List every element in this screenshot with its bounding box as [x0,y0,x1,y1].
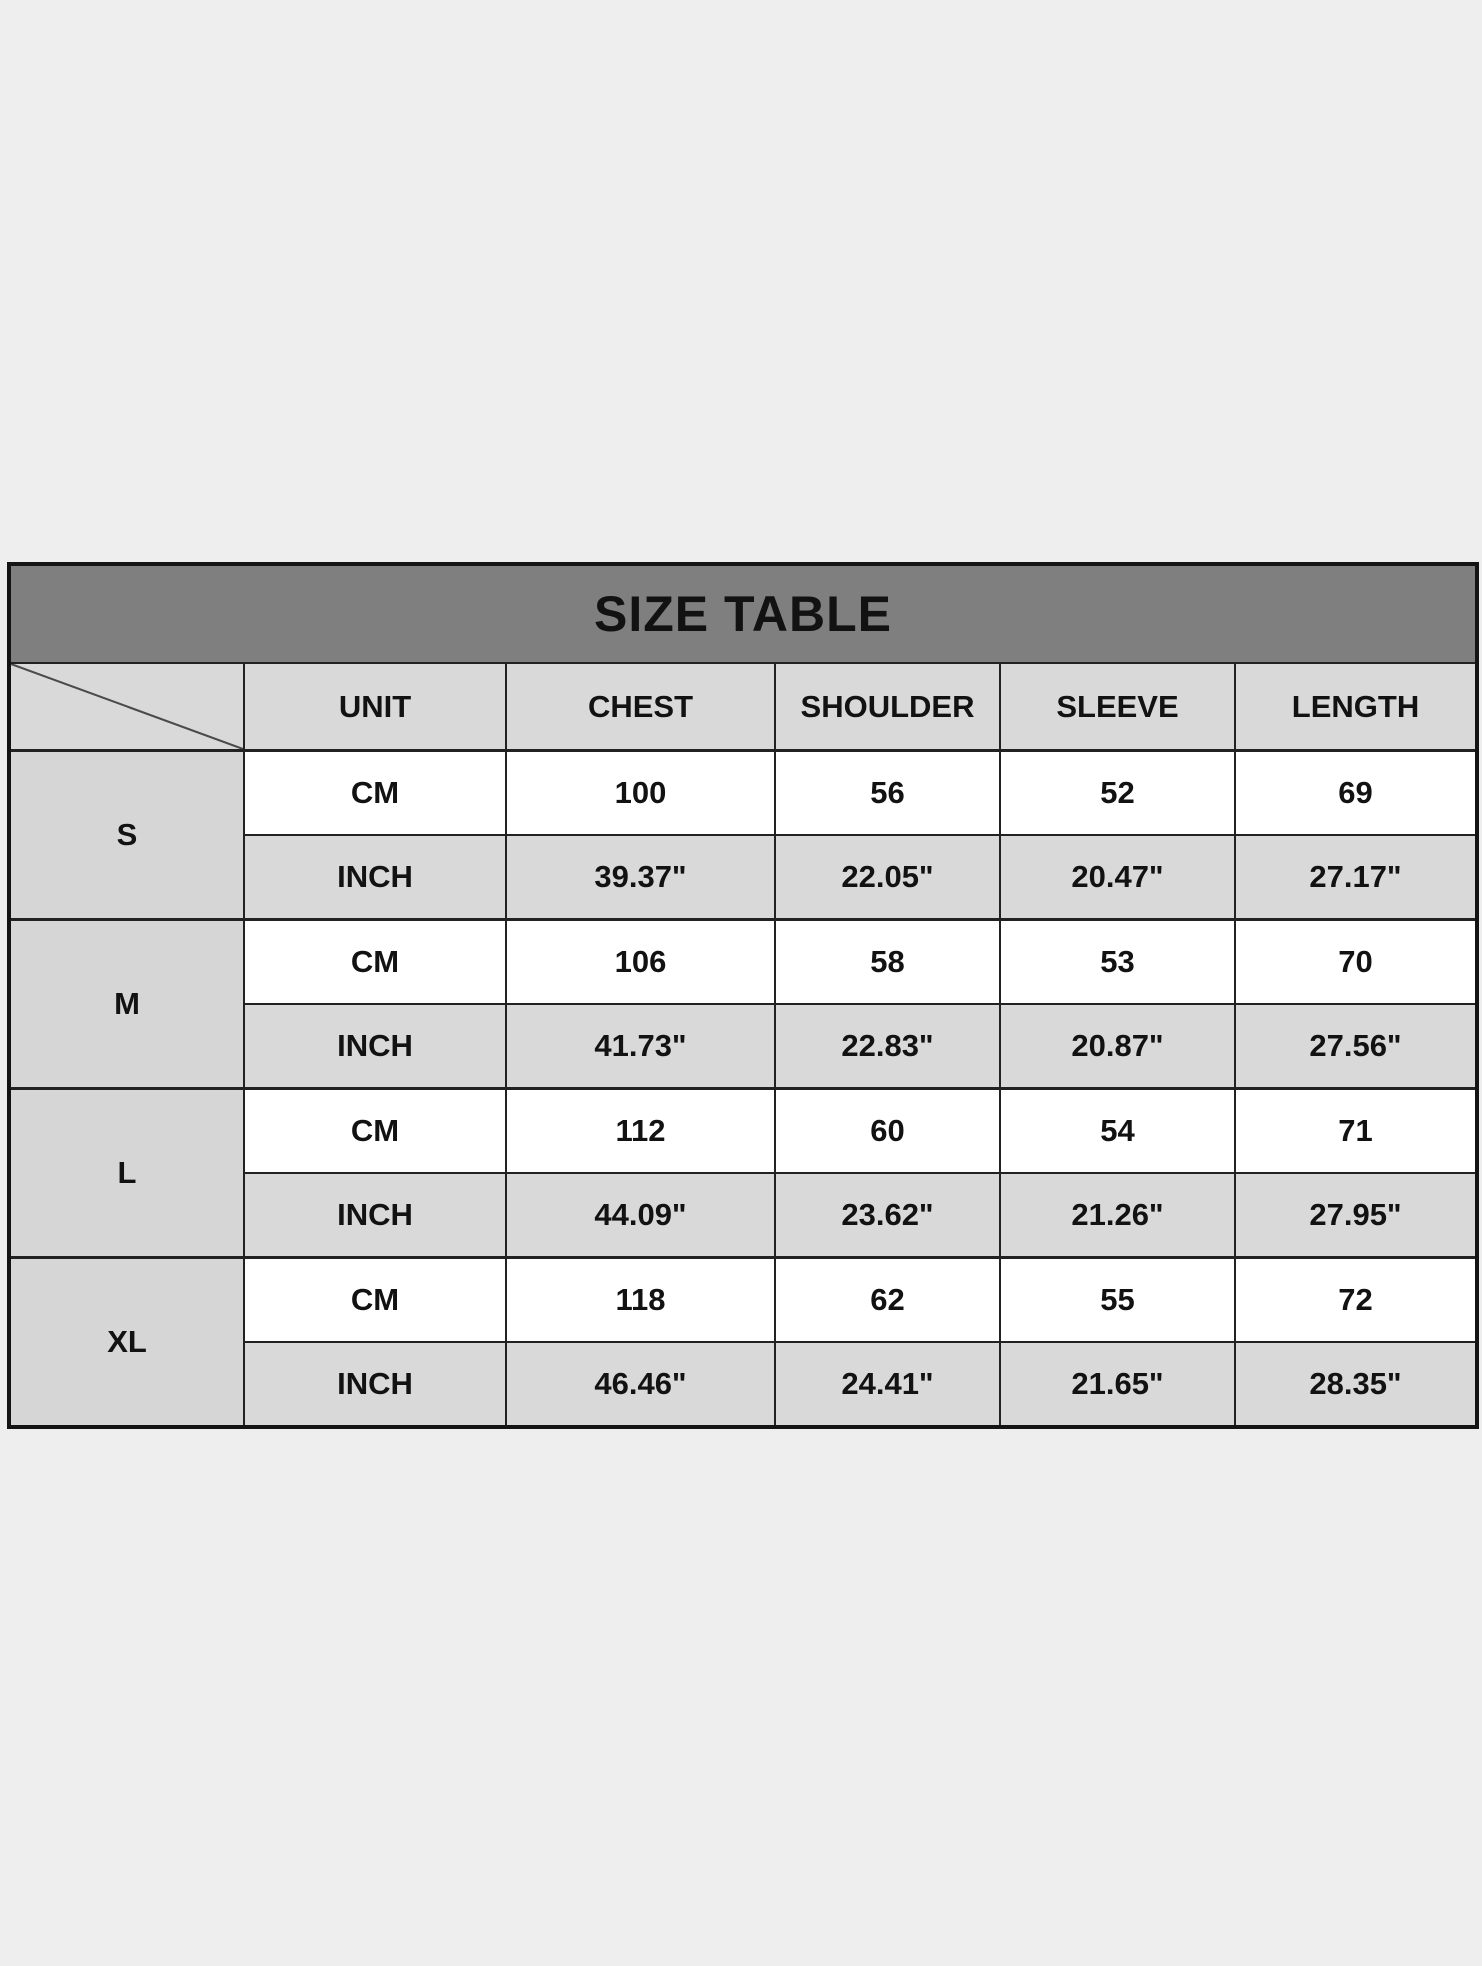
table-cell: 58 [775,920,1000,1005]
table-cell: 72 [1235,1258,1477,1343]
table-cell: 21.65" [1000,1342,1235,1427]
table-cell: 106 [506,920,775,1005]
table-cell: 23.62" [775,1173,1000,1258]
table-cell: 27.17" [1235,835,1477,920]
size-label-xl: XL [9,1258,244,1428]
table-cell: 27.95" [1235,1173,1477,1258]
table-cell: 39.37" [506,835,775,920]
unit-label: CM [244,920,506,1005]
table-cell: 56 [775,751,1000,836]
table-cell: 60 [775,1089,1000,1174]
table-row [9,1089,1477,1174]
table-title: SIZE TABLE [9,564,1477,663]
table-row [9,1258,1477,1343]
size-label-m: M [9,920,244,1089]
table-cell: 28.35" [1235,1342,1477,1427]
table-cell: 22.05" [775,835,1000,920]
table-cell: 44.09" [506,1173,775,1258]
table-cell: 22.83" [775,1004,1000,1089]
table-cell: 112 [506,1089,775,1174]
table-cell: 24.41" [775,1342,1000,1427]
column-header-unit: UNIT [244,663,506,751]
size-table [7,562,1479,1429]
table-cell: 118 [506,1258,775,1343]
unit-label: INCH [244,1004,506,1089]
table-row [9,920,1477,1005]
table-cell: 71 [1235,1089,1477,1174]
column-header-sleeve: SLEEVE [1000,663,1235,751]
table-cell: 21.26" [1000,1173,1235,1258]
table-cell: 70 [1235,920,1477,1005]
column-header-chest: CHEST [506,663,775,751]
size-label-s: S [9,751,244,920]
table-cell: 20.87" [1000,1004,1235,1089]
table-cell: 46.46" [506,1342,775,1427]
table-cell: 27.56" [1235,1004,1477,1089]
table-cell: 53 [1000,920,1235,1005]
diagonal-line-icon [11,664,243,749]
table-cell: 41.73" [506,1004,775,1089]
size-label-l: L [9,1089,244,1258]
table-cell: 20.47" [1000,835,1235,920]
column-header-shoulder: SHOULDER [775,663,1000,751]
table-row [9,751,1477,836]
table-cell: 69 [1235,751,1477,836]
column-header-length: LENGTH [1235,663,1477,751]
unit-label: CM [244,1258,506,1343]
unit-label: INCH [244,1342,506,1427]
title-row [9,564,1477,663]
table-cell: 52 [1000,751,1235,836]
unit-label: CM [244,751,506,836]
table-cell: 62 [775,1258,1000,1343]
unit-label: INCH [244,835,506,920]
header-row [9,663,1477,751]
unit-label: INCH [244,1173,506,1258]
table-cell: 100 [506,751,775,836]
table-cell: 55 [1000,1258,1235,1343]
unit-label: CM [244,1089,506,1174]
table-cell: 54 [1000,1089,1235,1174]
size-unit-corner-cell [9,663,244,751]
